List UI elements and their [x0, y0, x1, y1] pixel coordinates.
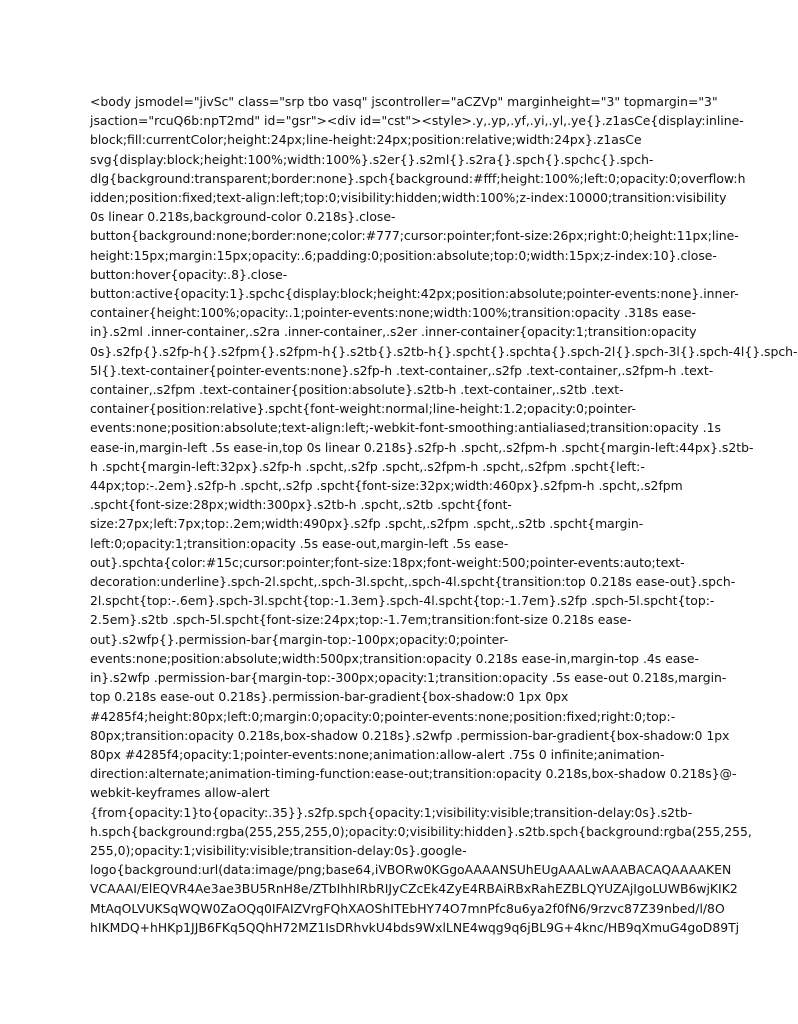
document-line: VCAAAI/ElEQVR4Ae3ae3BU5RnH8e/ZTbIhhIRbRIJyCZcEk4ZyE4RBAiRBxRahEZBLQYUZAjIgoLUWB6wjKIK2 [90, 881, 738, 897]
document-line: decoration:underline}.spch-2l.spcht,.spch-3l.spcht,.spch-4l.spcht{transition:top 0.218s ease-out}.spch- [90, 574, 736, 590]
document-line: idden;position:fixed;text-align:left;top:0;visibility:hidden;width:100%;z-index:10000;transition:visibility [90, 190, 727, 206]
document-line: <body jsmodel="jivSc" class="srp tbo vasq" jscontroller="aCZVp" marginheight="3" topmargin="3" [90, 94, 718, 109]
document-line: height:15px;margin:15px;opacity:.6;padding:0;position:absolute;top:0;width:15px;z-index:10}.close- [90, 247, 717, 263]
document-line: button:hover{opacity:.8}.close- [90, 266, 288, 282]
document-line: out}.s2wfp{}.permission-bar{margin-top:-100px;opacity:0;pointer- [90, 631, 509, 647]
document-line: container{position:relative}.spcht{font-weight:normal;line-height:1.2;opacity:0;pointer- [90, 401, 636, 417]
document-line: jsaction="rcuQ6b:npT2md" id="gsr"><div id="cst"><style>.y,.yp,.yf,.yi,.yl,.ye{}.z1asCe{display:inline- [90, 113, 744, 129]
document-line: in}.s2wfp .permission-bar{margin-top:-300px;opacity:1;transition:opacity .5s ease-out 0.218s,margin- [90, 670, 727, 686]
document-line: svg{display:block;height:100%;width:100%}.s2er{}.s2ml{}.s2ra{}.spch{}.spchc{}.spch- [90, 151, 654, 167]
document-line: dlg{background:transparent;border:none}.spch{background:#fff;height:100%;left:0;opacity:0;overflow:h [90, 170, 746, 186]
document-line: MtAqOLVUKSqWQW0ZaOQq0IFAIZVrgFQhXAOShITEbHY74O7mnPfc8u6ya2f0fN6/9rzvc87Z39nbed/l/8O [90, 900, 725, 916]
document-line: 0s linear 0.218s,background-color 0.218s}.close- [90, 209, 396, 225]
document-line: events:none;position:absolute;text-align:left;-webkit-font-smoothing:antialiased;transition:opacity .1s [90, 420, 721, 436]
document-line: {from{opacity:1}to{opacity:.35}}.s2fp.spch{opacity:1;visibility:visible;transition-delay:0s}.s2tb- [90, 804, 693, 820]
document-line: #4285f4;height:80px;left:0;margin:0;opacity:0;pointer-events:none;position:fixed;right:0;top:- [90, 708, 676, 724]
document-line: h.spch{background:rgba(255,255,255,0);opacity:0;visibility:hidden}.s2tb.spch{background:rgba(255,255, [90, 823, 752, 839]
document-line: out}.spchta{color:#15c;cursor:pointer;font-size:18px;font-weight:500;pointer-events:auto;text- [90, 554, 685, 570]
document-line: webkit-keyframes allow-alert [90, 785, 270, 801]
document-line: 2.5em}.s2tb .spch-5l.spcht{font-size:24px;top:-1.7em;transition:font-size 0.218s ease- [90, 612, 632, 628]
document-line: direction:alternate;animation-timing-function:ease-out;transition:opacity 0.218s,box-shadow 0.218s}@- [90, 766, 737, 782]
document-line: 0s}.s2fp{}.s2fp-h{}.s2fpm{}.s2fpm-h{}.s2tb{}.s2tb-h{}.spcht{}.spchta{}.spch-2l{}.spch-3l{}.spch-4l{}.spch- [90, 343, 798, 359]
document-line: 255,0);opacity:1;visibility:visible;transition-delay:0s}.google- [90, 842, 467, 858]
document-line: 44px;top:-.2em}.s2fp-h .spcht,.s2fp .spcht{font-size:32px;width:460px}.s2fpm-h .spcht,.s2fpm [90, 478, 683, 494]
document-line: 80px #4285f4;opacity:1;pointer-events:none;animation:allow-alert .75s 0 infinite;animation- [90, 746, 665, 762]
document-line: in}.s2ml .inner-container,.s2ra .inner-container,.s2er .inner-container{opacity:1;transition:opacity [90, 324, 697, 340]
document-line: size:27px;left:7px;top:.2em;width:490px}.s2fp .spcht,.s2fpm .spcht,.s2tb .spcht{margin- [90, 516, 644, 532]
document-line: container{height:100%;opacity:.1;pointer-events:none;width:100%;transition:opacity .318s ease- [90, 305, 696, 321]
document-line: events:none;position:absolute;width:500px;transition:opacity 0.218s ease-in,margin-top .4s ease- [90, 650, 699, 666]
document-line: ease-in,margin-left .5s ease-in,top 0s linear 0.218s}.s2fp-h .spcht,.s2fpm-h .spcht{margin-left:44px}.s2tb- [90, 439, 754, 455]
document-line: 2l.spcht{top:-.6em}.spch-3l.spcht{top:-1.3em}.spch-4l.spcht{top:-1.7em}.s2fp .spch-5l.spcht{top:- [90, 593, 715, 609]
document-line: top 0.218s ease-out 0.218s}.permission-bar-gradient{box-shadow:0 1px 0px [90, 689, 569, 705]
document-line: container,.s2fpm .text-container{position:absolute}.s2tb-h .text-container,.s2tb .text- [90, 382, 624, 398]
document-line: block;fill:currentColor;height:24px;line-height:24px;position:relative;width:24px}.z1asCe [90, 132, 642, 148]
document-line: hIKMDQ+hHKp1JJB6FKq5QQhH72MZ1IsDRhvkU4bds9WxlLNE4wqg9q6jBL9G+4knc/HB9qXmuG4goD89Tj [90, 919, 740, 935]
document-line: logo{background:url(data:image/png;base64,iVBORw0KGgoAAAANSUhEUgAAALwAAABACAQAAAAKEN [90, 862, 732, 878]
document-line: left:0;opacity:1;transition:opacity .5s ease-out,margin-left .5s ease- [90, 535, 509, 551]
document-line: 5l{}.text-container{pointer-events:none}.s2fp-h .text-container,.s2fp .text-container,.s2fpm-h .text- [90, 362, 714, 378]
document-line: button{background:none;border:none;color:#777;cursor:pointer;font-size:26px;right:0;height:11px;line- [90, 228, 739, 244]
document-line: 80px;transition:opacity 0.218s,box-shadow 0.218s}.s2wfp .permission-bar-gradient{box-shadow:0 1px [90, 727, 730, 743]
document-line: button:active{opacity:1}.spchc{display:block;height:42px;position:absolute;pointer-events:none}.inner- [90, 286, 739, 302]
raw-html-source-text [90, 92, 798, 937]
document-line: h .spcht{margin-left:32px}.s2fp-h .spcht,.s2fp .spcht,.s2fpm-h .spcht,.s2fpm .spcht{left:- [90, 458, 645, 474]
document-line: .spcht{font-size:28px;width:300px}.s2tb-h .spcht,.s2tb .spcht{font- [90, 497, 512, 513]
